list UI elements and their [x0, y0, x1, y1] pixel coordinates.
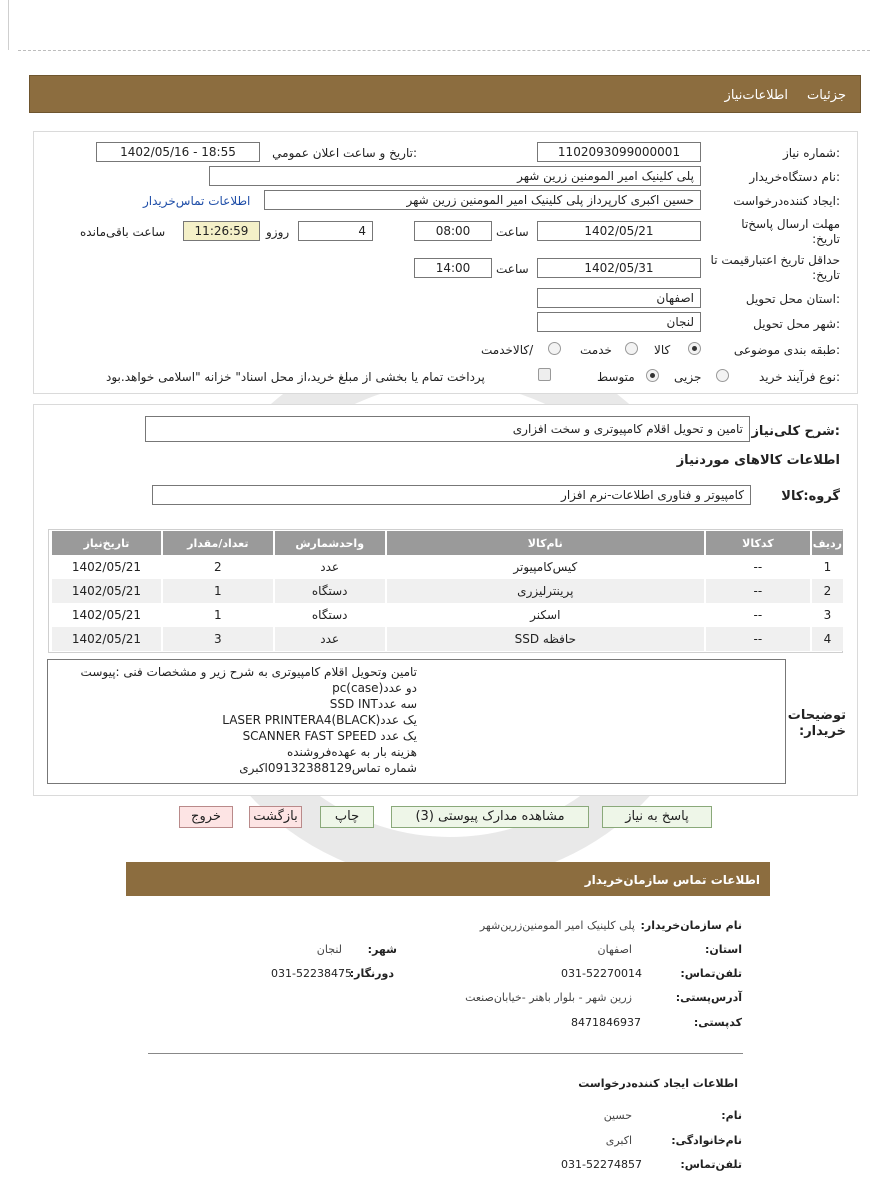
creator-label: ایجاد کننده‌درخواست:: [733, 194, 840, 208]
category-option-service: خدمت: [580, 343, 612, 357]
category-label: طبقه بندی موضوعی:: [733, 343, 840, 357]
cell-quantity: 1: [162, 603, 274, 627]
category-radio-service[interactable]: [625, 342, 638, 355]
items-table-wrapper: [48, 529, 843, 653]
category-radio-goods[interactable]: [688, 342, 701, 355]
cell-unit: عدد: [274, 555, 386, 579]
attachments-button[interactable]: مشاهده مدارک پیوستی (3): [391, 806, 589, 828]
deadline-date-field: 1402/05/21: [537, 221, 701, 241]
city-label: شهر محل تحویل:: [753, 317, 840, 331]
creator-family-value: اکبری: [605, 1134, 632, 1147]
contact-address-label: آدرس‌پستی:: [675, 991, 742, 1004]
contact-phone-label: تلفن‌تماس:: [680, 967, 742, 980]
contact-fax-label: دورنگار:: [349, 967, 394, 980]
cell-quantity: 2: [162, 555, 274, 579]
province-label: استان محل تحویل:: [745, 292, 840, 306]
col-quantity: تعداد/مقدار: [162, 531, 274, 555]
cell-date: 1402/05/21: [51, 555, 162, 579]
contact-postal-value: 8471846937: [571, 1016, 641, 1029]
contact-city-value: لنجان: [316, 943, 342, 956]
col-name: نام‌کالا: [386, 531, 705, 555]
table-row: [51, 555, 843, 579]
items-table: [50, 531, 843, 651]
note-line: یک عدد SCANNER FAST SPEED: [242, 729, 417, 743]
buyer-org-label: نام دستگاه‌خریدار:: [749, 170, 840, 184]
validity-time-label: ساعت: [496, 262, 529, 276]
city-field: لنجان: [537, 312, 701, 332]
tab-need-info[interactable]: اطلاعات‌نیاز: [724, 88, 788, 103]
header-bar: [29, 75, 861, 113]
table-row: [51, 603, 843, 627]
creator-name-value: حسین: [603, 1109, 632, 1122]
goods-info-heading: اطلاعات کالاهای موردنیاز: [676, 453, 840, 468]
cell-row: 4: [811, 627, 843, 651]
treasury-checkbox[interactable]: [538, 368, 551, 381]
category-option-goods: کالا: [654, 343, 671, 357]
cell-code: --: [705, 555, 811, 579]
remaining-label: ساعت باقی‌مانده: [80, 225, 166, 239]
contact-city-label: شهر:: [367, 943, 397, 956]
cell-quantity: 3: [162, 627, 274, 651]
cell-row: 1: [811, 555, 843, 579]
cell-quantity: 1: [162, 579, 274, 603]
print-button[interactable]: چاپ: [320, 806, 374, 828]
treasury-note: پرداخت تمام یا بخشی از مبلغ خرید،از محل اسناد" خزانه "اسلامی خواهد.بود: [106, 370, 485, 384]
col-unit: واحدشمارش: [274, 531, 386, 555]
validity-label: حداقل تاريخ اعتبار‌قیمت تا تاریخ:: [710, 253, 840, 282]
table-row: [51, 579, 843, 603]
announce-label: تاريخ و ساعت اعلان عمومي:: [272, 146, 417, 160]
cell-name: حافظه SSD: [386, 627, 705, 651]
summary-title-label: شرح کلی‌نیاز:: [751, 424, 840, 439]
province-field: اصفهان: [537, 288, 701, 308]
note-line: یک عدد(LASER PRINTERA4(BLACK: [222, 713, 417, 727]
note-line: شماره تماس09132388129اکبری: [239, 761, 417, 775]
contact-header-bar: [126, 862, 770, 896]
contact-org-label: نام سازمان‌خریدار:: [640, 919, 742, 932]
creator-family-label: نام‌خانوادگی:: [671, 1134, 742, 1147]
col-row: ردیف: [811, 531, 843, 555]
col-date: تاریخ‌نیاز: [51, 531, 162, 555]
contact-postal-label: کد‌پستی:: [693, 1016, 742, 1029]
left-border-line: [8, 0, 9, 50]
creator-field: حسین اکبری کارپرداز پلی کلینیک امیر المومنین زرین شهر: [264, 190, 701, 210]
note-line: دو عدد(pc(case: [332, 681, 417, 695]
days-label: روزو: [266, 225, 290, 239]
cell-unit: دستگاه: [274, 603, 386, 627]
creator-phone-value: 031-52274857: [561, 1158, 642, 1171]
deadline-time-label: ساعت: [496, 225, 529, 239]
contact-org-value: پلی کلینیک امیر المومنین‌زرین‌شهر: [479, 919, 635, 932]
note-line: هزینه بار به عهده‌فروشنده: [286, 745, 417, 759]
contact-phone-value: 031-52270014: [561, 967, 642, 980]
process-label: نوع فرآیند خرید:: [758, 370, 840, 384]
cell-code: --: [705, 603, 811, 627]
buyer-notes-box: [47, 659, 786, 784]
contact-divider: [148, 1053, 743, 1054]
need-number-field: 1102093099000001: [537, 142, 701, 162]
back-button[interactable]: بازگشت: [249, 806, 302, 828]
cell-row: 3: [811, 603, 843, 627]
category-option-goods-service: کالاخدمت/: [481, 343, 534, 357]
group-field: کامپیوتر و فناوری اطلاعات-نرم افزار: [152, 485, 751, 505]
contact-header-title: اطلاعات تماس سازمان‌خریدار: [584, 873, 760, 887]
process-radio-minor[interactable]: [716, 369, 729, 382]
cell-name: کیس‌کامپیوتر: [386, 555, 705, 579]
contact-address-value: زرین شهر - بلوار باهنر -خیابان‌صنعت: [465, 991, 632, 1004]
creator-phone-label: تلفن‌تماس:: [680, 1158, 742, 1171]
creator-name-label: نام:: [721, 1109, 742, 1122]
cell-code: --: [705, 579, 811, 603]
cell-unit: دستگاه: [274, 579, 386, 603]
cell-code: --: [705, 627, 811, 651]
cell-date: 1402/05/21: [51, 627, 162, 651]
days-field: 4: [298, 221, 373, 241]
exit-button[interactable]: خروج: [179, 806, 233, 828]
contact-province-value: اصفهان: [597, 943, 632, 956]
cell-name: پرینترلیزری: [386, 579, 705, 603]
cell-date: 1402/05/21: [51, 603, 162, 627]
deadline-label: مهلت ارسال پاسخ‌تا تاریخ:: [741, 217, 840, 246]
cell-date: 1402/05/21: [51, 579, 162, 603]
process-option-minor: جزیی: [674, 370, 702, 384]
process-radio-medium[interactable]: [646, 369, 659, 382]
buyer-notes-label: توضیحات خریدار:: [787, 708, 846, 739]
top-divider: [18, 50, 870, 51]
announce-date-field: 1402/05/16 - 18:55: [96, 142, 260, 162]
cell-unit: عدد: [274, 627, 386, 651]
items-table-header: [51, 531, 843, 555]
validity-time-field: 14:00: [414, 258, 492, 278]
remaining-time-field: 11:26:59: [183, 221, 260, 241]
group-label: گروه:کالا: [781, 489, 840, 504]
process-option-medium: متوسط: [597, 370, 635, 384]
need-number-label: شماره نیاز:: [782, 146, 840, 160]
deadline-time-field: 08:00: [414, 221, 492, 241]
category-radio-goods-service[interactable]: [548, 342, 561, 355]
cell-name: اسکنر: [386, 603, 705, 627]
note-line: سه عددSSD INT: [329, 697, 417, 711]
validity-date-field: 1402/05/31: [537, 258, 701, 278]
buyer-org-field: پلی کلینیک امیر المومنین زرین شهر: [209, 166, 701, 186]
contact-fax-value: 031-52238475: [271, 967, 352, 980]
buyer-contact-link[interactable]: اطلاعات تماس‌خریدار: [143, 194, 251, 208]
reply-button[interactable]: پاسخ به نیاز: [602, 806, 712, 828]
col-code: کدکالا: [705, 531, 811, 555]
contact-province-label: استان:: [705, 943, 742, 956]
cell-row: 2: [811, 579, 843, 603]
table-row: [51, 627, 843, 651]
summary-title-field: تامین و تحویل اقلام کامپیوتری و سخت افزاری: [145, 416, 750, 442]
note-line: تامین وتحویل اقلام کامپیوتری به شرح زیر و مشخصات فنی :پیوست: [80, 665, 417, 679]
creator-section-title: اطلاعات ایجاد کننده‌درخواست: [578, 1077, 738, 1090]
tab-details[interactable]: جزئیات: [807, 88, 846, 103]
